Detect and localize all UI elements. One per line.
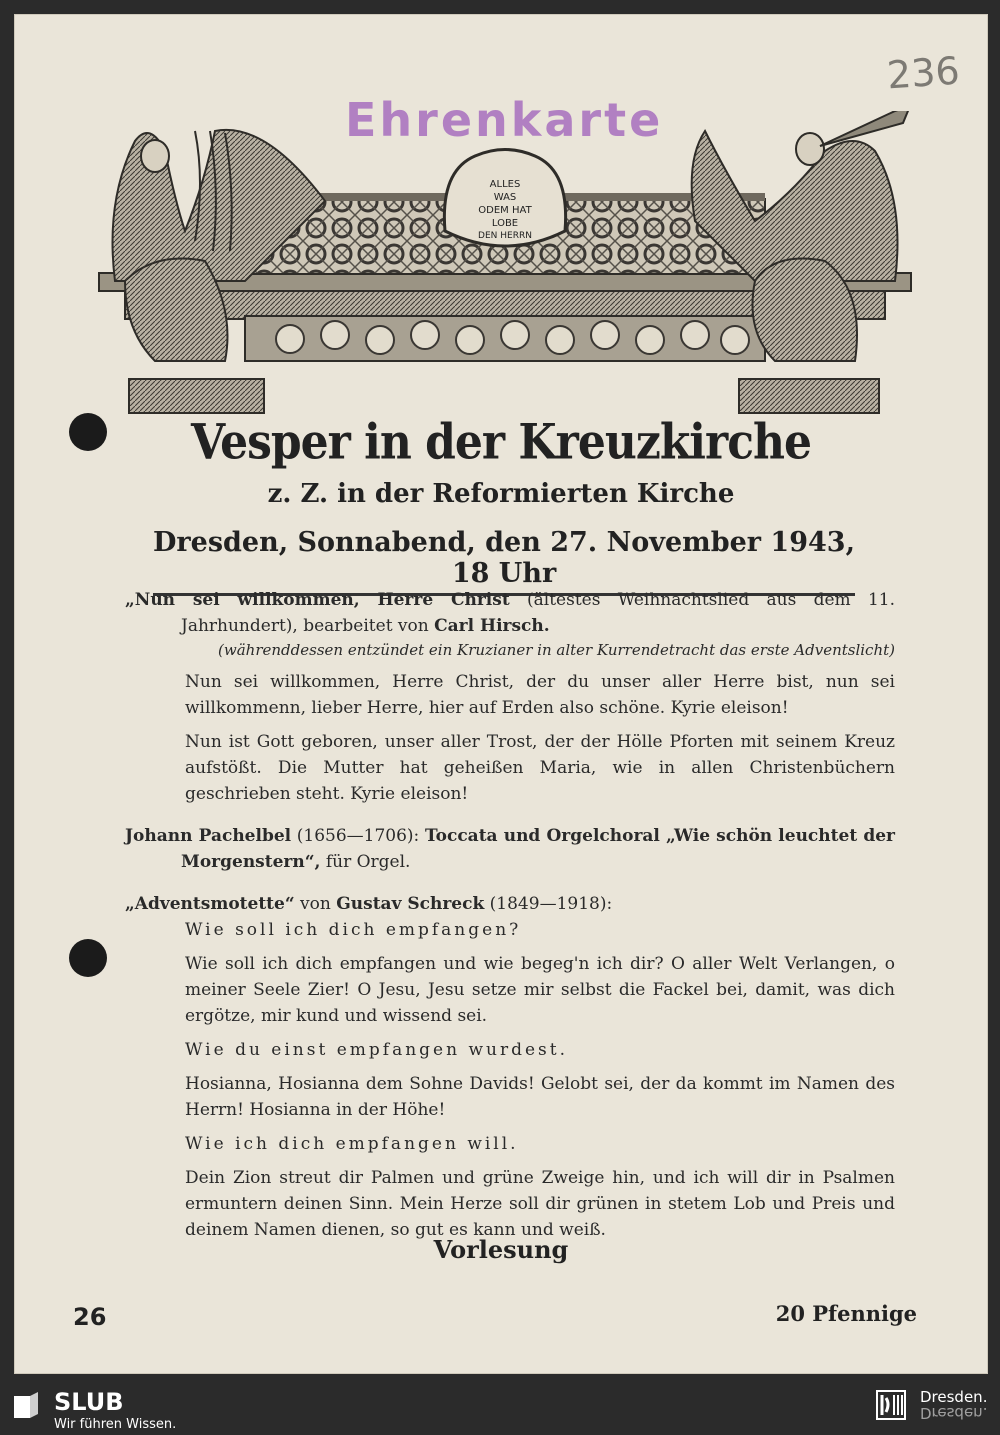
dresden-wordmark-text: Dresden. (920, 1388, 988, 1406)
organ-balustrade-illustration (95, 111, 915, 421)
program-item-2-dates: (1656—1706): (296, 826, 420, 846)
motet-section-1-text: Wie soll ich dich empfangen und wie begeg'n ich dir? O aller Welt Verlangen, o meiner Seele Zier! O Jesu, Jesu setze mir selbst die Fackel bei, damit, was dich ergötze, mir kund und wissend sei. (185, 954, 895, 1026)
program-item-2-work: Toccata und Orgelchoral „Wie schön leuchtet der Morgenstern“, (181, 826, 895, 872)
svg-text:ODEM HAT: ODEM HAT (478, 205, 532, 216)
program-item-1-verse-1: Nun sei willkommen, Herre Christ, der du unser aller Herre bist, nun sei willkommenn, lieber Herre, hier auf Erden also schöne. Kyrie eleison! (185, 672, 895, 718)
program-item-3-title: „Adventsmotette“ (125, 894, 295, 914)
event-dateline: Dresden, Sonnabend, den 27. November 1943, 18 Uhr (153, 527, 855, 596)
svg-text:LOBE: LOBE (491, 218, 519, 229)
price-label: 20 Pfennige (775, 1301, 917, 1326)
document-page (14, 14, 988, 1374)
page-title: Vesper in der Kreuzkirche (191, 414, 811, 471)
page-subtitle: z. Z. in der Reformierten Kirche (267, 479, 735, 509)
slub-library-name[interactable]: SLUB (54, 1388, 124, 1416)
program-item-1-title: „Nun sei willkommen, Herre Christ (125, 590, 510, 610)
motet-section-2-heading: Wie du einst empfangen wurdest. (185, 1040, 568, 1060)
program-item-1-arranger: Carl Hirsch. (434, 616, 550, 636)
program-item-3-composer: Gustav Schreck (336, 894, 485, 914)
svg-text:ALLES: ALLES (489, 179, 521, 190)
program-item-2-instrument: für Orgel. (325, 852, 411, 872)
program-item-3-dates: (1849—1918): (489, 894, 613, 914)
program-item-1-heading (125, 587, 895, 639)
page-number: 26 (73, 1303, 107, 1331)
slub-tagline: Wir führen Wissen. (54, 1417, 177, 1432)
motet-section-3-heading: Wie ich dich empfangen will. (185, 1134, 519, 1154)
program-text (125, 587, 895, 1243)
dresden-wordmark[interactable] (920, 1388, 987, 1420)
punch-hole-bottom (69, 939, 107, 977)
program-item-3-heading (125, 891, 895, 917)
viewer-footer (0, 1386, 1000, 1435)
program-item-1-note: (währenddessen entzündet ein Kruzianer in alter Kurrendetracht das erste Adventslicht) (218, 641, 895, 659)
slub-logo-icon[interactable] (12, 1390, 42, 1422)
motet-section-2-text: Hosianna, Hosianna dem Sohne Davids! Gelobt sei, der da kommt im Namen des Herrn! Hosianna in der Höhe! (185, 1074, 895, 1120)
dresden-wordmark-mirror: Dresden. (920, 1404, 988, 1422)
program-item-1-desc: (ältestes Weihnachtslied aus dem 11. Jahrhundert), bearbeitet von (181, 590, 896, 636)
program-item-1-verse-2: Nun ist Gott geboren, unser aller Trost, der der Hölle Pforten mit seinem Kreuz aufstößt. Die Mutter hat geheißen Maria, wie in allen Christenbüchern geschrieben steht. Kyrie eleison! (185, 732, 895, 804)
honor-card-stamp: Ehrenkarte (345, 93, 664, 147)
motet-section-1-heading: Wie soll ich dich empfangen? (185, 920, 522, 940)
motet-section-3-text: Dein Zion streut dir Palmen und grüne Zweige hin, und ich will dir in Psalmen ermuntern deinen Sinn. Mein Herze soll dir grünen in stetem Lob und Preis und deinem Namen dienen, so gut es kann und weiß. (185, 1168, 895, 1240)
program-item-2 (125, 823, 895, 875)
reading-heading: Vorlesung (433, 1235, 569, 1264)
program-item-2-composer: Johann Pachelbel (125, 826, 292, 846)
archive-number: 236 (885, 48, 961, 98)
program-item-3-by: von (300, 894, 331, 914)
svg-text:DEN HERRN: DEN HERRN (478, 231, 532, 241)
dresden-coat-of-arms-icon[interactable] (876, 1390, 906, 1420)
svg-text:WAS: WAS (493, 192, 517, 203)
